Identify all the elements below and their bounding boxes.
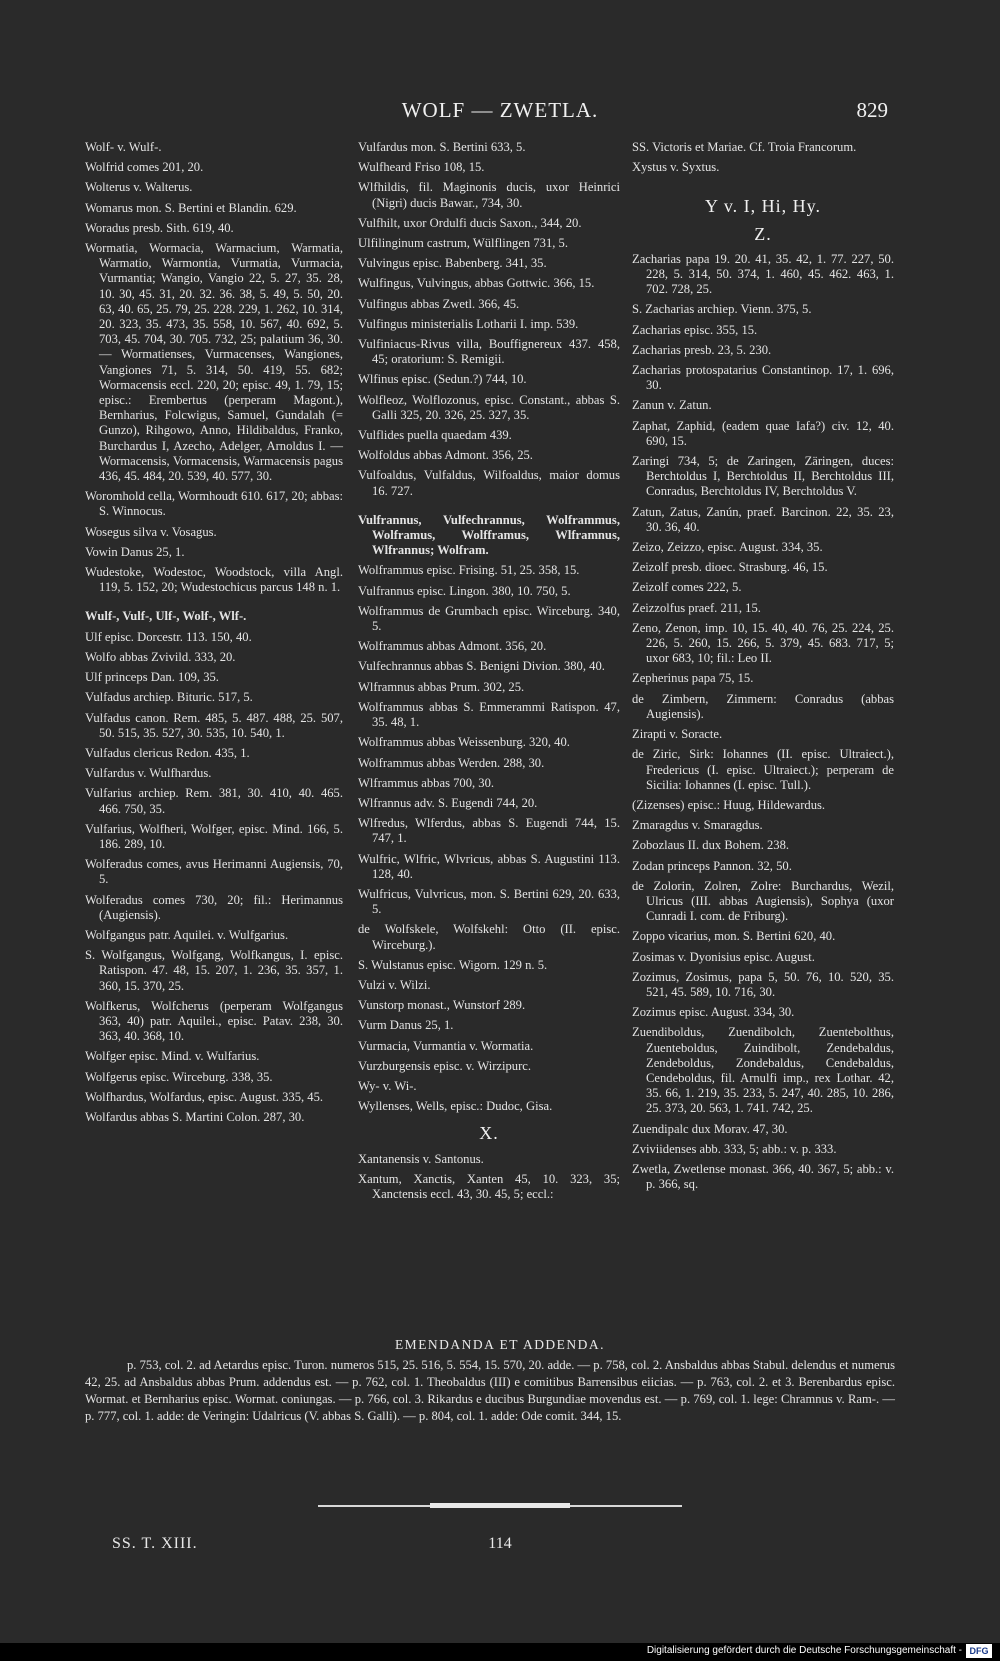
- index-entry: SS. Victoris et Mariae. Cf. Troia Francorum.: [632, 140, 857, 154]
- index-entry: Wolframmus abbas Admont. 356, 20.: [358, 639, 547, 654]
- index-entry: Vulfechrannus abbas S. Benigni Divion. 380, 40.: [358, 659, 605, 674]
- index-entry: Wyllenses, Wells, episc.: Dudoc, Gisa.: [358, 1099, 553, 1114]
- index-entry: Vulfoaldus, Vulfaldus, Wilfoaldus, maior domus 16. 727.: [358, 468, 620, 498]
- section-subheading: Wulf-, Vulf-, Ulf-, Wolf-, Wlf-.: [85, 609, 247, 624]
- index-entry: Wolfhardus, Wolfardus, episc. August. 335, 45.: [85, 1089, 324, 1104]
- index-entry: Wolferadus comes 730, 20; fil.: Herimannus (Augiensis).: [85, 892, 343, 922]
- index-entry: Wolf- v. Wulf-.: [85, 140, 162, 154]
- index-entry: Zirapti v. Soracte.: [632, 727, 723, 742]
- index-entry: Wolferadus comes, avus Herimanni Augiensis, 70, 5.: [85, 857, 343, 887]
- index-entry: Wlfrannus adv. S. Eugendi 744, 20.: [358, 795, 538, 810]
- index-entry: Wolframmus abbas S. Emmerammi Ratispon. 47, 35. 48, 1.: [358, 699, 620, 730]
- index-entry: Vunstorp monast., Wunstorf 289.: [358, 998, 526, 1013]
- index-entry: Xantum, Xanctis, Xanten 45, 10. 323, 35; Xanctensis eccl. 43, 30. 45, 5; eccl.:: [358, 1171, 620, 1201]
- index-entry: Wolfo abbas Zvivild. 333, 20.: [85, 649, 236, 664]
- index-entry: Zaphat, Zaphid, (eadem quae Iafa?) civ. 12, 40. 690, 15.: [632, 418, 894, 448]
- index-entry: Vulfingus abbas Zwetl. 366, 45.: [358, 296, 520, 311]
- index-entry: Wlfinus episc. (Sedun.?) 744, 10.: [358, 372, 527, 387]
- index-entry: Wulfingus, Vulvingus, abbas Gottwic. 366, 15.: [358, 276, 595, 291]
- index-entry: Zviviidenses abb. 333, 5; abb.: v. p. 333.: [632, 1141, 837, 1156]
- index-entry: Vulfarius, Wolfheri, Wolfger, episc. Mind. 166, 5. 186. 289, 10.: [85, 821, 343, 851]
- index-entry: Ulf episc. Dorcestr. 113. 150, 40.: [85, 629, 252, 644]
- index-entry: de Zimbern, Zimmern: Conradus (abbas Augiensis).: [632, 691, 894, 721]
- index-entry: S. Wulstanus episc. Wigorn. 129 n. 5.: [358, 957, 548, 972]
- emendanda-title: EMENDANDA ET ADDENDA.: [394, 1337, 606, 1352]
- index-entry: Vulfadus archiep. Bituric. 517, 5.: [85, 690, 253, 705]
- index-entry: Wlfhildis, fil. Maginonis ducis, uxor Heinrici (Nigri) ducis Bawar., 734, 30.: [358, 180, 620, 210]
- index-entry: Wlframnus abbas Prum. 302, 25.: [358, 679, 525, 694]
- index-entry: Woradus presb. Sith. 619, 40.: [85, 220, 234, 235]
- emendanda-text: p. 753, col. 2. ad Aetardus episc. Turon. numeros 515, 25. 516, 5. 554, 15. 570, 20. adde. — p. 758, col. 2. Ansbaldus abbas Stabul. delendus et numerus 42, 25. ad Ansbaldus abbas Prum. addendus est. — p. 762, col. 1. Theobaldus (III) e comitibus Barrensibus eiicias. — p. 763, col. 2. et 3. Berenbardus episc. Wormat. et Bernharius episc. Wormat. coniungas. — p. 766, col. 3. Rikardus e ducibus Burgundiae movendus est. — p. 769, col. 1. lege: Chramnus v. Ram-. — p. 777, col. 1. adde: de Veringin: Udalricus (V. abbas S. Galli). — p. 804, col. 1. adde: Ode comit. 344, 15.: [85, 1358, 895, 1423]
- index-entry: Wolfoldus abbas Admont. 356, 25.: [358, 448, 533, 463]
- index-entry: Vulfadus clericus Redon. 435, 1.: [85, 745, 250, 760]
- index-entry: S. Wolfgangus, Wolfgang, Wolfkangus, I. episc. Ratispon. 47. 48, 15. 207, 1. 236, 35. 357, 1. 360, 15. 370, 25.: [85, 948, 343, 993]
- divider-ornament: [430, 1503, 570, 1508]
- index-entry: Woromhold cella, Wormhoudt 610. 617, 20; abbas: S. Winnocus.: [85, 489, 343, 519]
- index-entry: Vulfardus v. Wulfhardus.: [85, 766, 212, 781]
- index-entry: Wolterus v. Walterus.: [85, 180, 193, 195]
- index-entry: Vulfingus ministerialis Lotharii I. imp. 539.: [358, 316, 579, 331]
- index-entry: (Zizenses) episc.: Huug, Hildewardus.: [632, 797, 826, 812]
- index-entry: Wolfger episc. Mind. v. Wulfarius.: [85, 1049, 260, 1064]
- index-entry: Zeizolf comes 222, 5.: [632, 580, 742, 595]
- index-column-1: [85, 140, 343, 1130]
- index-entry: Zeizo, Zeizzo, episc. August. 334, 35.: [632, 540, 823, 555]
- index-entry: Wolfleoz, Wolflozonus, episc. Constant., abbas S. Galli 325, 20. 326, 25. 327, 35.: [358, 392, 620, 422]
- index-entry: Wolframmus abbas Werden. 288, 30.: [358, 755, 545, 770]
- page-number: 829: [856, 98, 888, 122]
- index-entry: Wulfheard Friso 108, 15.: [358, 160, 485, 175]
- index-entry: Vulfardus mon. S. Bertini 633, 5.: [358, 140, 526, 154]
- section-letter: X.: [479, 1123, 499, 1144]
- index-entry: Vurm Danus 25, 1.: [358, 1018, 454, 1033]
- index-entry: Vulfadus canon. Rem. 485, 5. 487. 488, 25. 507, 50. 515, 35. 527, 30. 535, 10. 540, 1.: [85, 710, 343, 740]
- index-entry: Zmaragdus v. Smaragdus.: [632, 818, 763, 833]
- index-entry: Ulfilinginum castrum, Wülflingen 731, 5.: [358, 236, 568, 251]
- index-entry: Zeizolf presb. dioec. Strasburg. 46, 15.: [632, 560, 828, 575]
- index-entry: de Wolfskele, Wolfskehl: Otto (II. episc. Wirceburg.).: [358, 922, 620, 952]
- index-entry: de Ziric, Sirk: Iohannes (II. episc. Ultraiect.), Fredericus (I. episc. Ultraiect.); perperam de Sicilia: Iohannes (I. episc. Tull.).: [632, 747, 894, 792]
- index-entry: Wulfric, Wlfric, Wlvricus, abbas S. Augustini 113. 128, 40.: [358, 851, 620, 881]
- index-entry: Vulfarius archiep. Rem. 381, 30. 410, 40. 465. 466. 750, 35.: [85, 786, 343, 816]
- index-entry: Wlframmus abbas 700, 30.: [358, 775, 495, 790]
- index-entry: Wolfardus abbas S. Martini Colon. 287, 30.: [85, 1109, 305, 1124]
- index-entry: Wolfgerus episc. Wirceburg. 338, 35.: [85, 1069, 273, 1084]
- index-entry: Zeno, Zenon, imp. 10, 15. 40, 40. 76, 25. 224, 25. 226, 5. 260, 15. 266, 5. 379, 45. 683. 717, 5; uxor 683, 10; fil.: Leo II.: [632, 620, 894, 666]
- index-entry: Zoppo vicarius, mon. S. Bertini 620, 40.: [632, 929, 836, 944]
- index-entry: Wosegus silva v. Vosagus.: [85, 524, 217, 539]
- index-entry: Xystus v. Syxtus.: [632, 160, 720, 175]
- index-entry: Vowin Danus 25, 1.: [85, 544, 185, 559]
- index-column-3: [632, 140, 894, 1197]
- section-letter: Z.: [754, 223, 772, 244]
- index-entry: Zosimas v. Dyonisius episc. August.: [632, 949, 815, 964]
- index-entry: Wolfkerus, Wolfcherus (perperam Wolfgangus 363, 40) patr. Aquilei., episc. Patav. 238, 30. 363, 40. 368, 10.: [85, 998, 343, 1044]
- volume-signature: SS. T. XIII.: [112, 1535, 198, 1552]
- index-entry: Womarus mon. S. Bertini et Blandin. 629.: [85, 200, 297, 215]
- index-entry: Zeizzolfus praef. 211, 15.: [632, 600, 761, 615]
- index-entry: Zozimus, Zosimus, papa 5, 50. 76, 10. 520, 35. 521, 45. 589, 10. 716, 30.: [632, 969, 894, 999]
- section-letter: Y v. I, Hi, Hy.: [705, 196, 821, 217]
- index-entry: Vulzi v. Wilzi.: [358, 977, 431, 992]
- index-entry: Zwetla, Zwetlense monast. 366, 40. 367, 5; abb.: v. p. 366, sq.: [632, 1161, 894, 1192]
- index-entry: Vulfrannus episc. Lingon. 380, 10. 750, 5.: [358, 583, 571, 598]
- index-entry: Wy- v. Wi-.: [358, 1078, 417, 1093]
- index-entry: Zacharias episc. 355, 15.: [632, 322, 758, 337]
- index-entry: Wudestoke, Wodestoc, Woodstock, villa Angl. 119, 5. 152, 20; Wudestochicus parcus 148 n. 1.: [85, 565, 343, 595]
- sheet-number: 114: [488, 1535, 512, 1552]
- index-entry: Zacharias protospatarius Constantinop. 17, 1. 696, 30.: [632, 363, 894, 393]
- index-entry: Vurzburgensis episc. v. Wirzipurc.: [358, 1058, 532, 1073]
- index-entry: Zatun, Zatus, Zanún, praef. Barcinon. 22, 35. 23, 30. 36, 40.: [632, 504, 894, 534]
- index-entry: Zacharias presb. 23, 5. 230.: [632, 342, 772, 357]
- index-entry: Vulfiniacus-Rivus villa, Bouffignereux 437. 458, 45; oratorium: S. Remigii.: [358, 337, 620, 367]
- running-head: WOLF — ZWETLA.: [401, 98, 599, 122]
- index-entry: Zodan princeps Pannon. 32, 50.: [632, 858, 792, 873]
- index-entry: Zacharias papa 19. 20. 41, 35. 42, 1. 77. 227, 50. 228, 5. 314, 50. 374, 1. 460, 45. 462. 463, 1. 702. 728, 25.: [632, 251, 894, 297]
- index-entry: Zuendiboldus, Zuendibolch, Zuentebolthus, Zuenteboldus, Zuindibolt, Zendebaldus, Zendeboldus, Zondebaldus, Cendebaldus, Cendeboldus, fil. Arnulfi imp., rex Lothar. 42, 35. 66, 1. 219, 35. 233, 5. 247, 40. 285, 10. 286, 25. 373, 20. 563, 1. 741. 742, 25.: [632, 1025, 894, 1116]
- index-entry: Vulvingus episc. Babenberg. 341, 35.: [358, 256, 547, 271]
- index-entry: Wulfricus, Vulvricus, mon. S. Bertini 629, 20. 633, 5.: [358, 886, 620, 917]
- index-entry: Wolframmus de Grumbach episc. Wirceburg. 340, 5.: [358, 603, 620, 634]
- index-column-2: [358, 140, 620, 1207]
- index-entry: Wolframmus abbas Weissenburg. 320, 40.: [358, 735, 570, 750]
- index-entry: Wolfgangus patr. Aquilei. v. Wulfgarius.: [85, 927, 289, 942]
- index-entry: Vulflides puella quaedam 439.: [358, 428, 512, 443]
- index-entry: Zozimus episc. August. 334, 30.: [632, 1005, 795, 1020]
- index-entry: Wolfrid comes 201, 20.: [85, 160, 204, 175]
- credit-text: Digitalisierung gefördert durch die Deutsche Forschungsgemeinschaft -: [646, 1645, 962, 1656]
- index-entry: Wolframmus episc. Frising. 51, 25. 358, 15.: [358, 563, 580, 578]
- index-entry: de Zolorin, Zolren, Zolre: Burchardus, Wezil, Ulricus (III. abbas Augiensis), Sophya (uxor Cunradi I. com. de Friburg).: [632, 878, 894, 924]
- index-entry: Zaringi 734, 5; de Zaringen, Zäringen, duces: Berchtoldus I, Berchtoldus II, Berchtoldus III, Conradus, Berchtoldus IV, Berchtoldus V.: [632, 454, 894, 499]
- index-entry: Zobozlaus II. dux Bohem. 238.: [632, 838, 790, 853]
- index-entry: Wormatia, Wormacia, Warmacium, Warmatia, Warmatio, Warmontia, Vurmatia, Vurmacia, Vurmantia; Wangio, Vangio 22, 5. 27, 35. 28, 10. 30, 45. 31, 20. 32. 36. 38, 5. 49, 5. 50, 20. 63, 40. 65, 25. 79, 25. 228. 229, 1. 262, 10. 314, 20. 323, 35. 473, 35. 558, 10. 567, 40. 692, 5. 703, 45. 704, 30. 705. 732, 25; palatium 36, 30. — Wormatienses, Vurmacenses, Wangiones, Vangiones 71, 5. 314, 50. 419, 55. 682; Wormacensis eccl. 220, 20; episc. 49, 1. 79, 15; episc.: Erembertus (perperam Magont.), Bernharius, Folcwigus, Samuel, Gundalah (= Gunzo), Rihgowo, Anno, Hildibaldus, Franko, Burchardus I, Azecho, Adelger, Arnoldus I. — Wormacensis, Vormacensis, Warmacensis pagus 436, 45. 484, 20. 539, 40. 577, 30.: [85, 241, 343, 484]
- index-entry: Zanun v. Zatun.: [632, 398, 712, 413]
- index-entry: Wlfredus, Wlferdus, abbas S. Eugendi 744, 15. 747, 1.: [358, 816, 620, 846]
- index-entry: Vurmacia, Vurmantia v. Wormatia.: [358, 1038, 534, 1053]
- dfg-logo: DFG: [966, 1644, 992, 1658]
- index-entry: Zuendipalc dux Morav. 47, 30.: [632, 1121, 788, 1136]
- index-entry: Vulfrannus, Vulfechrannus, Wolframmus, Wolframus, Wolfframus, Wlframnus, Wlfrannus; Wolfram.: [358, 512, 620, 558]
- index-entry: Zepherinus papa 75, 15.: [632, 671, 754, 686]
- index-entry: Xantanensis v. Santonus.: [358, 1151, 484, 1166]
- index-entry: S. Zacharias archiep. Vienn. 375, 5.: [632, 302, 812, 317]
- index-entry: Ulf princeps Dan. 109, 35.: [85, 670, 219, 685]
- index-entry: Vulfhilt, uxor Ordulfi ducis Saxon., 344, 20.: [358, 215, 582, 230]
